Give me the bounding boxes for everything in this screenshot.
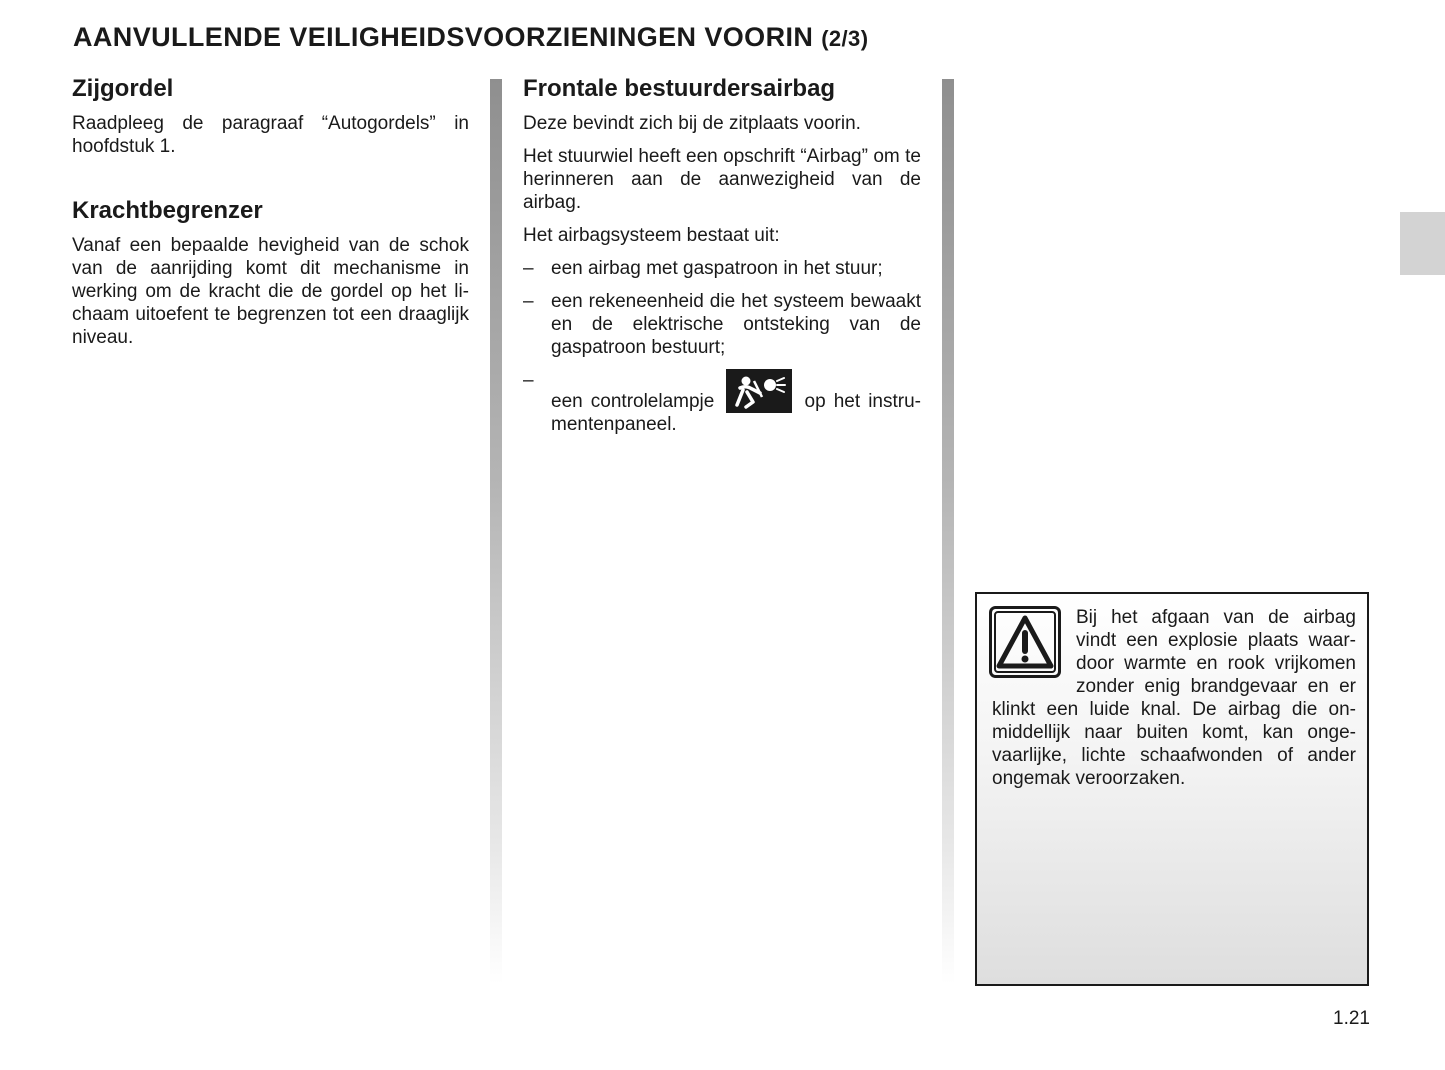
middle-column — [523, 74, 921, 446]
paragraph: Deze bevindt zich bij de zitplaats voorin. — [523, 113, 861, 134]
left-column — [72, 74, 469, 359]
list-item — [523, 369, 921, 436]
page-title-text: AANVULLENDE VEILIGHEIDSVOORZIENINGEN VOORIN — [73, 22, 814, 52]
list-item-text: een controlelampje — [551, 391, 715, 412]
section-heading-krachtbegrenzer: Krachtbegrenzer — [72, 197, 263, 224]
section-text-zijgordel: Raadpleeg de paragraaf “Autogordels” in hoofdstuk 1. — [72, 113, 469, 157]
page-title — [73, 22, 868, 53]
column-separator — [490, 79, 502, 984]
section-heading-airbag: Frontale bestuurdersairbag — [523, 75, 836, 102]
paragraph: Het stuurwiel heeft een opschrift “Airbag” om te herinneren aan de aanwezigheid van de airbag. — [523, 146, 921, 213]
airbag-components-list — [523, 257, 921, 436]
page-number: 1.21 — [1333, 1008, 1370, 1029]
page-title-part: (2/3) — [821, 26, 869, 51]
section-heading-zijgordel: Zijgordel — [72, 75, 174, 102]
chapter-tab — [1400, 212, 1445, 275]
list-item: – een rekeneenheid die het systeem bewaakt en de elektrische ontsteking van de gaspatroon bestuurt; — [523, 290, 921, 359]
warning-box — [975, 592, 1369, 986]
warning-text-content: Bij het afgaan van de airbag vindt een explosie plaats waardoor warmte en rook vrijkomen zonder enig brandgevaar en er klinkt een luide knal. De airbag die onmiddellijk naar buiten komt, kan ongevaarlijke, lichte schaafwonden of ander ongemak veroorzaken. — [992, 607, 1356, 789]
paragraph: Het airbagsysteem bestaat uit: — [523, 225, 780, 246]
list-item: – een airbag met gaspatroon in het stuur; — [523, 257, 921, 280]
airbag-warning-lamp-icon — [726, 369, 792, 413]
warning-text — [992, 606, 1356, 790]
column-separator — [942, 79, 954, 984]
list-item-text: op het instrumentenpaneel. — [551, 391, 921, 435]
section-text-krachtbegrenzer: Vanaf een bepaalde hevigheid van de schok van de aanrijding komt dit mechanisme in werking om de kracht die de gordel op het lichaam uitoefent te begrenzen tot een draaglijk niveau. — [72, 235, 469, 348]
